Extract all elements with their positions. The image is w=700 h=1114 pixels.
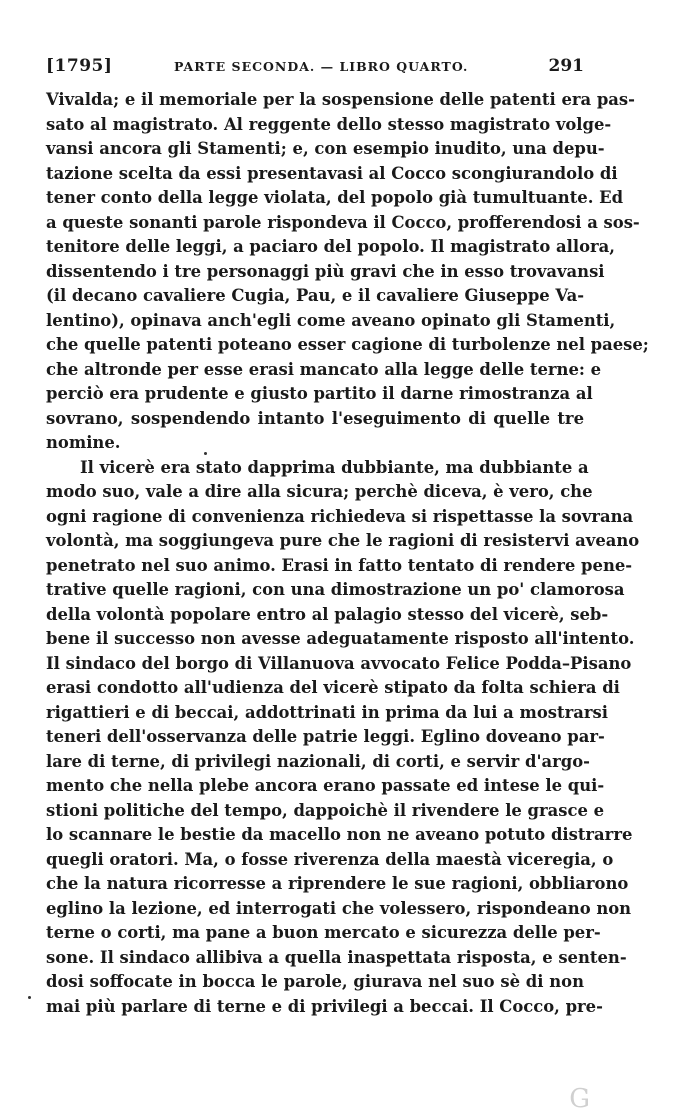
paragraph <box>46 88 649 456</box>
text-line: dosi soffocate in bocca le parole, giurava nel suo sè di non <box>46 972 584 991</box>
text-line: mai più parlare di terne e di privilegi a beccai. Il Cocco, pre- <box>46 996 603 1016</box>
text-line: terne o corti, ma pane a buon mercato e sicurezza delle per- <box>46 923 601 942</box>
text-line: lentino), opinava anch'egli come aveano opinato gli Stamenti, <box>46 310 616 330</box>
text-line: volontà, ma soggiungeva pure che le ragioni di resistervi aveano <box>46 531 640 550</box>
header-title: PARTE SECONDA. — LIBRO QUARTO. <box>174 59 469 74</box>
text-line: tenitore delle leggi, a paciaro del popolo. Il magistrato allora, <box>46 237 615 256</box>
header-year: [1795] <box>46 56 113 76</box>
text-line: modo suo, vale a dire alla sicura; perchè diceva, è vero, che <box>46 482 593 501</box>
text-line: Vivalda; e il memoriale per la sospensione delle patenti era pas- <box>46 90 635 109</box>
text-line: sone. Il sindaco allibiva a quella inaspettata risposta, e senten- <box>46 947 627 967</box>
text-line: Il vicerè era stato dapprima dubbiante, ma dubbiante a <box>80 457 589 477</box>
text-line: sovrano, sospendendo intanto l'eseguimento di quelle tre <box>46 408 584 428</box>
text-line: che la natura ricorresse a riprendere le sue ragioni, obbliarono <box>46 874 629 893</box>
text-line: lo scannare le bestie da macello non ne aveano potuto distrarre <box>46 825 633 844</box>
running-header <box>46 56 584 82</box>
page-number: 291 <box>548 56 584 76</box>
text-line: nomine. <box>46 433 121 452</box>
text-line: quegli oratori. Ma, o fosse riverenza della maestà viceregia, o <box>46 849 614 869</box>
text-line: ogni ragione di convenienza richiedeva si rispettasse la sovrana <box>46 506 634 526</box>
text-line: teneri dell'osservanza delle patrie leggi. Eglino doveano par- <box>46 727 605 746</box>
text-line: che altronde per esse erasi mancato alla legge delle terne: e <box>46 359 602 379</box>
print-speck <box>204 452 207 455</box>
text-line: bene il successo non avesse adeguatamente risposto all'intento. <box>46 629 635 648</box>
text-line: sato al magistrato. Al reggente dello stesso magistrato volge- <box>46 114 612 134</box>
text-line: della volontà popolare entro al palagio stesso del vicerè, seb- <box>46 604 609 624</box>
text-line: mento che nella plebe ancora erano passate ed intese le qui- <box>46 776 605 795</box>
text-line: trative quelle ragioni, con una dimostrazione un po' clamorosa <box>46 580 625 599</box>
text-line: che quelle patenti poteano esser cagione di turbolenze nel paese; <box>46 335 649 354</box>
text-line: tazione scelta da essi presentavasi al Cocco scongiurandolo di <box>46 163 618 183</box>
text-line: dissentendo i tre personaggi più gravi che in esso trovavansi <box>46 261 605 281</box>
print-speck <box>28 996 31 999</box>
body-text <box>46 88 649 1019</box>
text-line: (il decano cavaliere Cugia, Pau, e il cavaliere Giuseppe Va- <box>46 286 585 305</box>
text-line: Il sindaco del borgo di Villanuova avvocato Felice Podda–Pisano <box>46 653 632 673</box>
text-line: penetrato nel suo animo. Erasi in fatto tentato di rendere pene- <box>46 555 633 575</box>
text-line: eglino la lezione, ed interrogati che volessero, rispondeano non <box>46 898 632 918</box>
text-line: a queste sonanti parole rispondeva il Cocco, profferendosi a sos- <box>46 212 640 232</box>
text-line: stioni politiche del tempo, dappoichè il rivendere le grasce e <box>46 800 605 820</box>
text-line: tener conto della legge violata, del popolo già tumultuante. Ed <box>46 188 624 207</box>
text-line: vansi ancora gli Stamenti; e, con esempio inudito, una depu- <box>46 139 605 158</box>
text-line: perciò era prudente e giusto partito il darne rimostranza al <box>46 384 593 403</box>
text-line: lare di terne, di privilegi nazionali, di corti, e servir d'argo- <box>46 751 590 771</box>
text-line: erasi condotto all'udienza del vicerè stipato da folta schiera di <box>46 678 620 697</box>
scan-watermark: G <box>569 1084 590 1114</box>
text-line: rigattieri e di beccai, addottrinati in prima da lui a mostrarsi <box>46 702 608 722</box>
paragraph <box>46 456 640 1020</box>
